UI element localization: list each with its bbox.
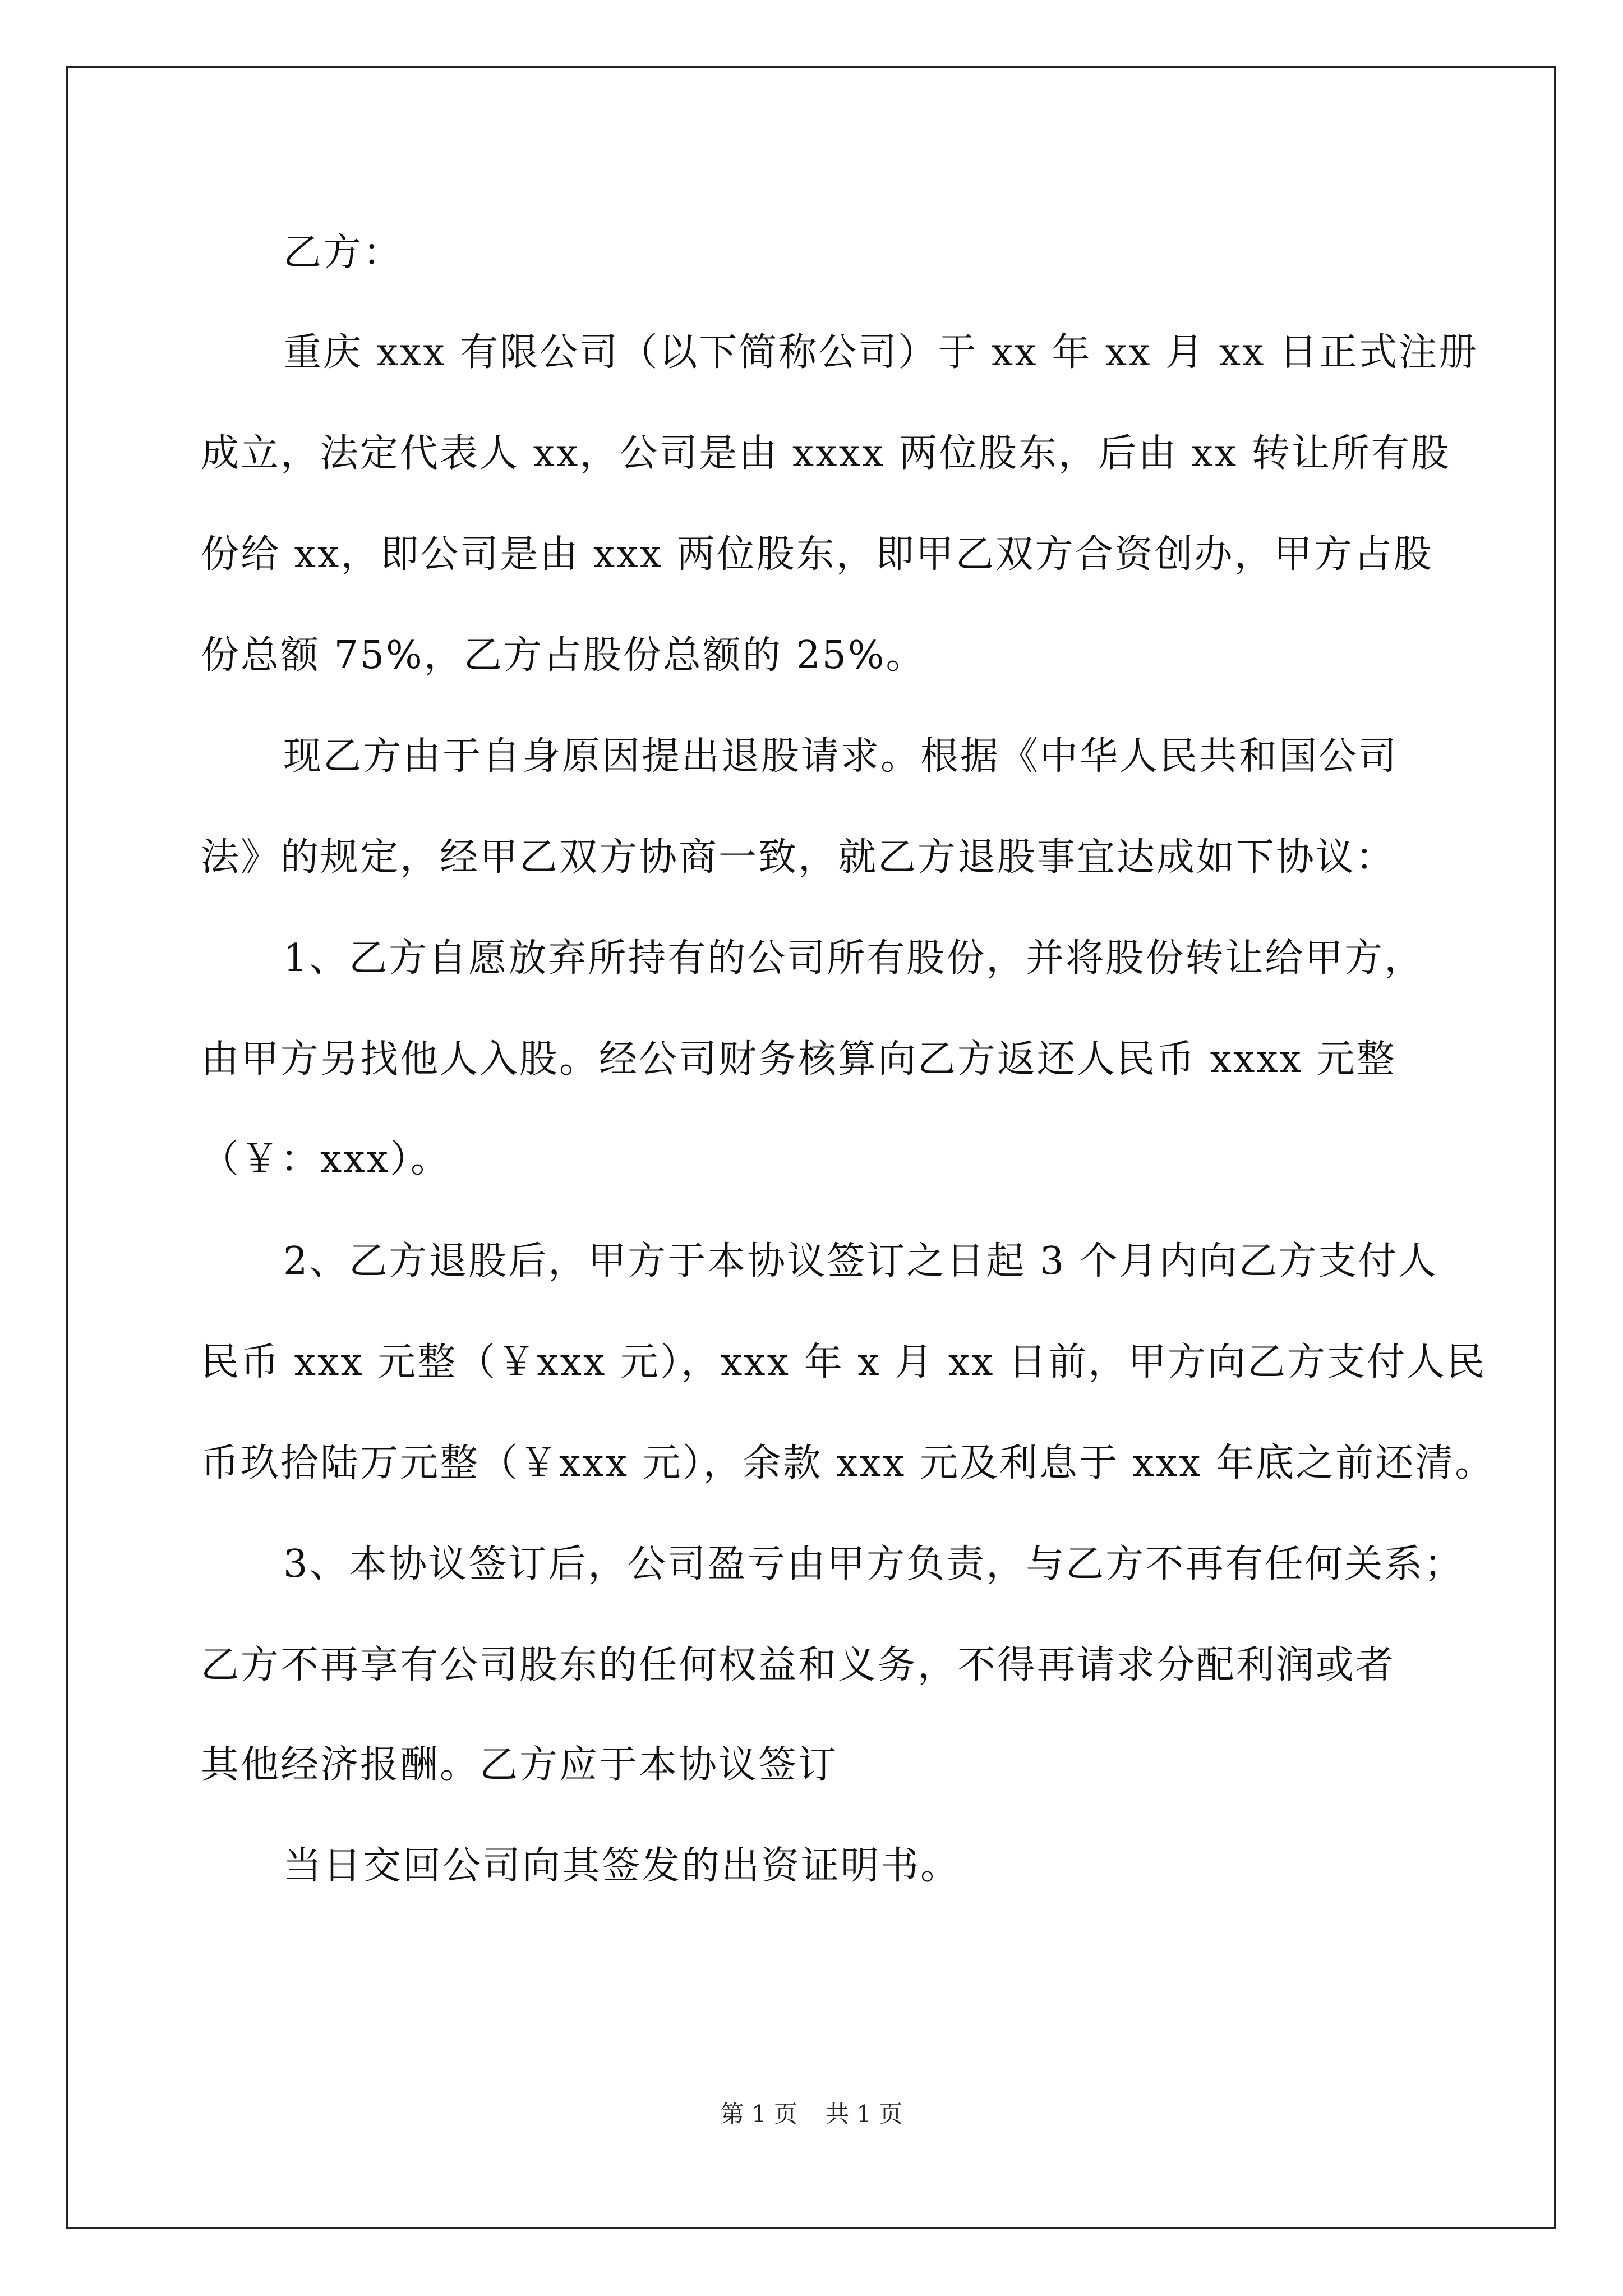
clause-3-line-3: 其他经济报酬。乙方应于本协议签订 [201,1743,838,1787]
paragraph-1-line-2: 成立，法定代表人 xx，公司是由 xxxx 两位股东，后由 xx 转让所有股 [201,431,1451,476]
paragraph-2-line-1: 现乙方由于自身原因提出退股请求。根据《中华人民共和国公司 [283,734,1399,779]
page-footer [0,2102,1623,2126]
clause-1-line-2: 由甲方另找他人入股。经公司财务核算向乙方返还人民币 xxxx 元整 [201,1037,1396,1082]
paragraph-2-line-2: 法》的规定，经甲乙双方协商一致，就乙方退股事宜达成如下协议： [201,835,1396,880]
clause-1-line-1: 1、乙方自愿放弃所持有的公司所有股份，并将股份转让给甲方， [283,936,1424,981]
closing-line: 当日交回公司向其签发的出资证明书。 [283,1844,961,1888]
paragraph-1-line-3: 份给 xx，即公司是由 xxx 两位股东，即甲乙双方合资创办，甲方占股 [201,532,1433,577]
clause-2-line-1: 2、乙方退股后，甲方于本协议签订之日起 3 个月内向乙方支付人 [283,1239,1438,1283]
page-number: 第 1 页 [720,2100,797,2128]
clause-2-line-2: 民币 xxx 元整（￥xxx 元），xxx 年 x 月 xx 日前，甲方向乙方支付人民 [201,1340,1487,1384]
party-b-label: 乙方： [283,231,403,275]
clause-1-line-3: （￥：xxx）。 [201,1137,451,1181]
clause-2-line-3: 币玖拾陆万元整（￥xxx 元），余款 xxx 元及利息于 xxx 年底之前还清。 [201,1441,1495,1485]
paragraph-1-line-4: 份总额 75%，乙方占股份总额的 25%。 [201,633,926,678]
clause-3-line-2: 乙方不再享有公司股东的任何权益和义务，不得再请求分配利润或者 [201,1643,1396,1687]
clause-3-line-1: 3、本协议签订后，公司盈亏由甲方负责，与乙方不再有任何关系； [283,1542,1464,1586]
page-total: 共 1 页 [826,2100,903,2128]
paragraph-1-line-1: 重庆 xxx 有限公司（以下简称公司）于 xx 年 xx 月 xx 日正式注册 [283,330,1479,375]
